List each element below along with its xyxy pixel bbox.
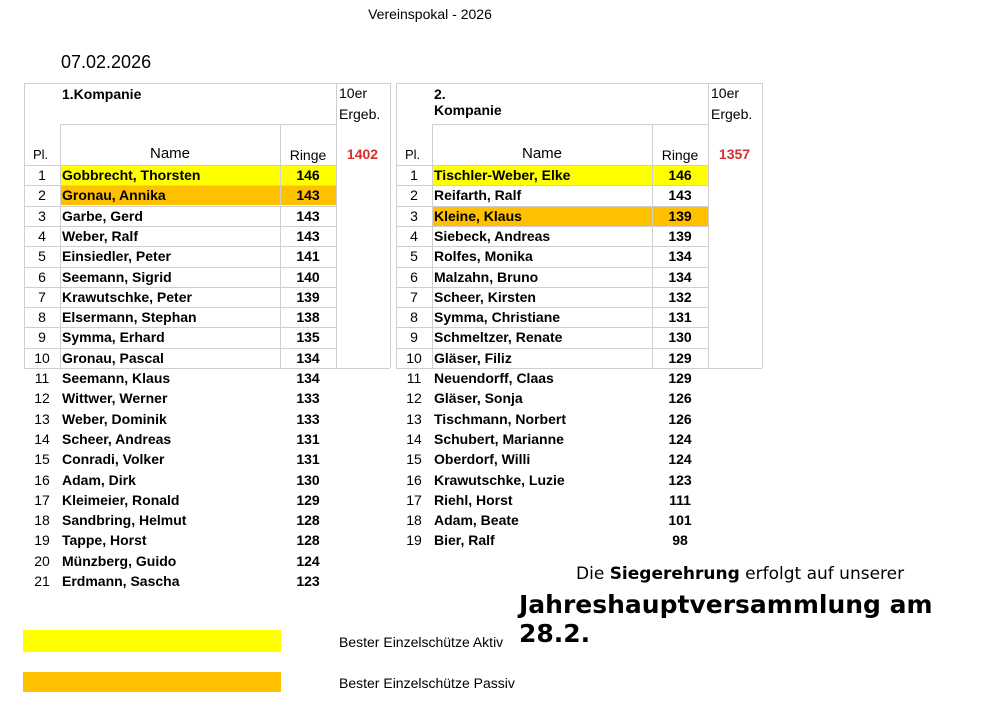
rings-cell: 135 bbox=[296, 329, 320, 346]
rings-cell: 98 bbox=[672, 532, 688, 549]
table-row bbox=[24, 510, 336, 530]
name-cell: Wittwer, Werner bbox=[62, 390, 168, 407]
company-total-score: 1357 bbox=[718, 146, 751, 162]
name-header: Name bbox=[521, 145, 562, 162]
grid-line bbox=[396, 287, 708, 288]
table-row bbox=[24, 490, 336, 510]
name-cell: Seemann, Sigrid bbox=[62, 268, 172, 285]
place-cell: 4 bbox=[38, 227, 46, 244]
legend-passiv-label: Bester Einzelschütze Passiv bbox=[339, 675, 515, 691]
name-cell: Reifarth, Ralf bbox=[434, 187, 522, 204]
rings-cell: 124 bbox=[668, 430, 692, 447]
name-cell: Riehl, Horst bbox=[434, 491, 513, 508]
table-row bbox=[24, 185, 336, 205]
grid-line bbox=[24, 307, 336, 308]
place-cell: 8 bbox=[410, 309, 418, 326]
table-row bbox=[396, 327, 708, 347]
grid-line bbox=[432, 124, 433, 368]
event-date: 07.02.2026 bbox=[61, 52, 152, 72]
grid-line bbox=[60, 124, 61, 368]
company-title: 1.Kompanie bbox=[62, 86, 142, 102]
grid-line bbox=[24, 348, 336, 349]
award-event: Jahreshauptversammlung am 28.2. bbox=[519, 590, 933, 648]
table-row bbox=[24, 348, 336, 368]
place-cell: 6 bbox=[38, 268, 46, 285]
grid-line bbox=[24, 206, 336, 207]
name-cell: Adam, Beate bbox=[434, 512, 519, 529]
table-row bbox=[396, 348, 708, 368]
rings-cell: 134 bbox=[668, 268, 692, 285]
grid-line bbox=[396, 83, 397, 368]
grid-line bbox=[280, 124, 281, 368]
place-cell: 14 bbox=[34, 430, 50, 447]
place-cell: 17 bbox=[406, 491, 422, 508]
table-row bbox=[396, 429, 708, 449]
place-header: Pl. bbox=[33, 147, 49, 162]
table-row bbox=[24, 388, 336, 408]
name-cell: Siebeck, Andreas bbox=[434, 227, 551, 244]
table-row bbox=[24, 327, 336, 347]
table-row bbox=[396, 206, 708, 226]
grid-line bbox=[336, 368, 390, 369]
table-row bbox=[396, 510, 708, 530]
place-cell: 18 bbox=[406, 512, 422, 529]
table-row bbox=[24, 551, 336, 571]
name-cell: Symma, Christiane bbox=[434, 309, 561, 326]
legend-aktiv-label: Bester Einzelschütze Aktiv bbox=[339, 634, 504, 650]
table-row bbox=[24, 530, 336, 550]
grid-line bbox=[24, 165, 336, 166]
document-title: Vereinspokal - 2026 bbox=[368, 6, 492, 22]
tenner-label: 10er bbox=[711, 85, 740, 101]
rings-cell: 133 bbox=[296, 390, 320, 407]
rings-cell: 129 bbox=[668, 349, 692, 366]
name-cell: Conradi, Volker bbox=[62, 451, 165, 468]
rings-cell: 128 bbox=[296, 512, 320, 529]
place-cell: 9 bbox=[38, 329, 46, 346]
grid-line bbox=[24, 83, 25, 368]
table-row bbox=[24, 307, 336, 327]
name-cell: Schmeltzer, Renate bbox=[434, 329, 563, 346]
name-cell: Scheer, Andreas bbox=[62, 430, 172, 447]
place-cell: 1 bbox=[38, 167, 46, 183]
table-row bbox=[396, 388, 708, 408]
grid-line bbox=[390, 83, 391, 368]
place-cell: 10 bbox=[406, 349, 422, 366]
name-cell: Schubert, Marianne bbox=[434, 430, 564, 447]
name-cell: Krawutschke, Luzie bbox=[434, 471, 565, 488]
grid-line bbox=[708, 83, 709, 368]
grid-line bbox=[708, 368, 762, 369]
award-note bbox=[576, 564, 904, 584]
place-cell: 21 bbox=[34, 573, 50, 589]
grid-line bbox=[396, 267, 708, 268]
grid-line bbox=[60, 124, 336, 125]
grid-line bbox=[24, 185, 336, 186]
name-cell: Weber, Ralf bbox=[62, 227, 138, 244]
name-cell: Garbe, Gerd bbox=[62, 207, 143, 224]
table-row bbox=[24, 267, 336, 287]
grid-line bbox=[762, 83, 763, 368]
rings-cell: 143 bbox=[296, 187, 320, 204]
name-cell: Malzahn, Bruno bbox=[434, 268, 539, 285]
name-cell: Erdmann, Sascha bbox=[62, 573, 180, 589]
place-cell: 14 bbox=[406, 430, 422, 447]
tenner-result-header bbox=[711, 83, 752, 125]
rings-cell: 126 bbox=[668, 390, 692, 407]
grid-line bbox=[24, 226, 336, 227]
rings-cell: 139 bbox=[668, 227, 692, 244]
grid-line bbox=[396, 327, 708, 328]
grid-line bbox=[432, 124, 708, 125]
place-header: Pl. bbox=[405, 147, 421, 162]
name-cell: Münzberg, Guido bbox=[62, 552, 177, 569]
grid-line bbox=[396, 185, 708, 186]
rings-cell: 134 bbox=[296, 370, 320, 386]
name-cell: Gläser, Filiz bbox=[434, 349, 512, 366]
place-cell: 16 bbox=[34, 471, 50, 488]
name-cell: Gronau, Pascal bbox=[62, 349, 164, 366]
rings-cell: 131 bbox=[296, 430, 320, 447]
place-cell: 12 bbox=[34, 390, 50, 407]
place-cell: 11 bbox=[406, 370, 422, 386]
rings-cell: 143 bbox=[668, 187, 692, 204]
award-note-suffix: erfolgt auf unserer bbox=[739, 564, 905, 584]
table-row bbox=[396, 246, 708, 266]
place-cell: 15 bbox=[34, 451, 50, 468]
rings-cell: 134 bbox=[296, 349, 320, 366]
rings-cell: 129 bbox=[296, 491, 320, 508]
grid-line bbox=[396, 348, 708, 349]
place-cell: 8 bbox=[38, 309, 46, 326]
name-header: Name bbox=[149, 145, 190, 162]
place-cell: 17 bbox=[34, 491, 50, 508]
name-cell: Symma, Erhard bbox=[62, 329, 165, 346]
place-cell: 2 bbox=[38, 187, 46, 204]
place-cell: 4 bbox=[410, 227, 418, 244]
name-cell: Sandbring, Helmut bbox=[62, 512, 187, 529]
name-cell: Krawutschke, Peter bbox=[62, 288, 192, 305]
grid-line bbox=[396, 165, 708, 166]
legend-aktiv-swatch bbox=[23, 630, 281, 652]
rings-cell: 141 bbox=[296, 248, 320, 265]
place-cell: 9 bbox=[410, 329, 418, 346]
rings-cell: 101 bbox=[668, 512, 692, 529]
rings-cell: 146 bbox=[296, 167, 320, 183]
grid-line bbox=[396, 226, 708, 227]
name-cell: Gronau, Annika bbox=[62, 187, 166, 204]
table-row bbox=[396, 287, 708, 307]
table-row bbox=[24, 409, 336, 429]
grid-line bbox=[396, 246, 708, 247]
table-row bbox=[24, 165, 336, 185]
name-cell: Oberdorf, Willi bbox=[434, 451, 531, 468]
grid-line bbox=[396, 368, 708, 369]
table-row bbox=[396, 165, 708, 185]
tenner-result-header bbox=[339, 83, 380, 125]
grid-line bbox=[24, 368, 336, 369]
place-cell: 15 bbox=[406, 451, 422, 468]
name-cell: Tappe, Horst bbox=[62, 532, 147, 549]
place-cell: 7 bbox=[410, 288, 418, 305]
result-label: Ergeb. bbox=[339, 106, 381, 122]
place-cell: 11 bbox=[34, 370, 50, 386]
result-label: Ergeb. bbox=[711, 106, 753, 122]
rings-cell: 131 bbox=[296, 451, 320, 468]
table-row bbox=[396, 226, 708, 246]
name-cell: Neuendorff, Claas bbox=[434, 370, 554, 386]
rings-cell: 138 bbox=[296, 309, 320, 326]
name-cell: Scheer, Kirsten bbox=[434, 288, 536, 305]
rings-cell: 139 bbox=[296, 288, 320, 305]
table-row bbox=[396, 530, 708, 550]
company-title: 2. Kompanie bbox=[434, 86, 502, 118]
table-row bbox=[396, 368, 708, 388]
table-row bbox=[24, 368, 336, 388]
table-row bbox=[396, 307, 708, 327]
table-row bbox=[396, 185, 708, 205]
grid-line bbox=[24, 246, 336, 247]
name-cell: Weber, Dominik bbox=[62, 410, 167, 427]
place-cell: 3 bbox=[410, 207, 418, 224]
grid-line bbox=[24, 287, 336, 288]
name-cell: Gobbrecht, Thorsten bbox=[62, 167, 201, 183]
table-row bbox=[24, 470, 336, 490]
table-row bbox=[24, 449, 336, 469]
rings-cell: 123 bbox=[668, 471, 692, 488]
rings-cell: 133 bbox=[296, 410, 320, 427]
rings-cell: 123 bbox=[296, 573, 320, 589]
place-cell: 6 bbox=[410, 268, 418, 285]
name-cell: Einsiedler, Peter bbox=[62, 248, 171, 265]
grid-line bbox=[652, 124, 653, 368]
table-row bbox=[396, 267, 708, 287]
rings-cell: 124 bbox=[668, 451, 692, 468]
table-row bbox=[24, 206, 336, 226]
name-cell: Tischler-Weber, Elke bbox=[434, 167, 571, 183]
rings-cell: 124 bbox=[296, 552, 320, 569]
table-row bbox=[396, 449, 708, 469]
name-cell: Adam, Dirk bbox=[62, 471, 136, 488]
place-cell: 19 bbox=[34, 532, 50, 549]
rings-cell: 128 bbox=[296, 532, 320, 549]
rings-cell: 130 bbox=[668, 329, 692, 346]
name-cell: Gläser, Sonja bbox=[434, 390, 523, 407]
place-cell: 18 bbox=[34, 512, 50, 529]
rings-cell: 134 bbox=[668, 248, 692, 265]
rings-cell: 130 bbox=[296, 471, 320, 488]
place-cell: 7 bbox=[38, 288, 46, 305]
rings-cell: 111 bbox=[669, 491, 691, 508]
grid-line bbox=[396, 206, 708, 207]
table-row bbox=[24, 571, 336, 591]
place-cell: 16 bbox=[406, 471, 422, 488]
grid-line bbox=[396, 307, 708, 308]
name-cell: Tischmann, Norbert bbox=[434, 410, 566, 427]
name-cell: Kleimeier, Ronald bbox=[62, 491, 180, 508]
grid-line bbox=[24, 267, 336, 268]
place-cell: 5 bbox=[410, 248, 418, 265]
rings-cell: 146 bbox=[668, 167, 692, 183]
rings-cell: 126 bbox=[668, 410, 692, 427]
table-row bbox=[396, 409, 708, 429]
rings-cell: 131 bbox=[668, 309, 692, 326]
rings-cell: 129 bbox=[668, 370, 692, 386]
place-cell: 12 bbox=[406, 390, 422, 407]
place-cell: 13 bbox=[406, 410, 422, 427]
table-row bbox=[396, 490, 708, 510]
place-cell: 2 bbox=[410, 187, 418, 204]
place-cell: 10 bbox=[34, 349, 50, 366]
award-note-prefix: Die bbox=[576, 564, 610, 584]
tenner-label: 10er bbox=[339, 85, 368, 101]
table-row bbox=[24, 246, 336, 266]
table-row bbox=[24, 429, 336, 449]
name-cell: Kleine, Klaus bbox=[434, 207, 522, 224]
grid-line bbox=[336, 83, 337, 368]
table-row bbox=[396, 470, 708, 490]
place-cell: 19 bbox=[406, 532, 422, 549]
place-cell: 3 bbox=[38, 207, 46, 224]
rings-header: Ringe bbox=[289, 147, 327, 163]
grid-line bbox=[24, 327, 336, 328]
rings-cell: 143 bbox=[296, 227, 320, 244]
rings-cell: 132 bbox=[668, 288, 692, 305]
company-total-score: 1402 bbox=[346, 146, 379, 162]
place-cell: 13 bbox=[34, 410, 50, 427]
rings-cell: 140 bbox=[296, 268, 320, 285]
table-row bbox=[24, 287, 336, 307]
name-cell: Elsermann, Stephan bbox=[62, 309, 197, 326]
rings-cell: 139 bbox=[668, 207, 692, 224]
name-cell: Bier, Ralf bbox=[434, 532, 495, 549]
table-row bbox=[24, 226, 336, 246]
award-note-emphasis: Siegerehrung bbox=[609, 564, 740, 584]
legend-passiv-swatch bbox=[23, 672, 281, 692]
name-cell: Rolfes, Monika bbox=[434, 248, 533, 265]
place-cell: 5 bbox=[38, 248, 46, 265]
place-cell: 20 bbox=[34, 552, 50, 569]
rings-header: Ringe bbox=[661, 147, 699, 163]
place-cell: 1 bbox=[410, 167, 418, 183]
rings-cell: 143 bbox=[296, 207, 320, 224]
name-cell: Seemann, Klaus bbox=[62, 370, 171, 386]
